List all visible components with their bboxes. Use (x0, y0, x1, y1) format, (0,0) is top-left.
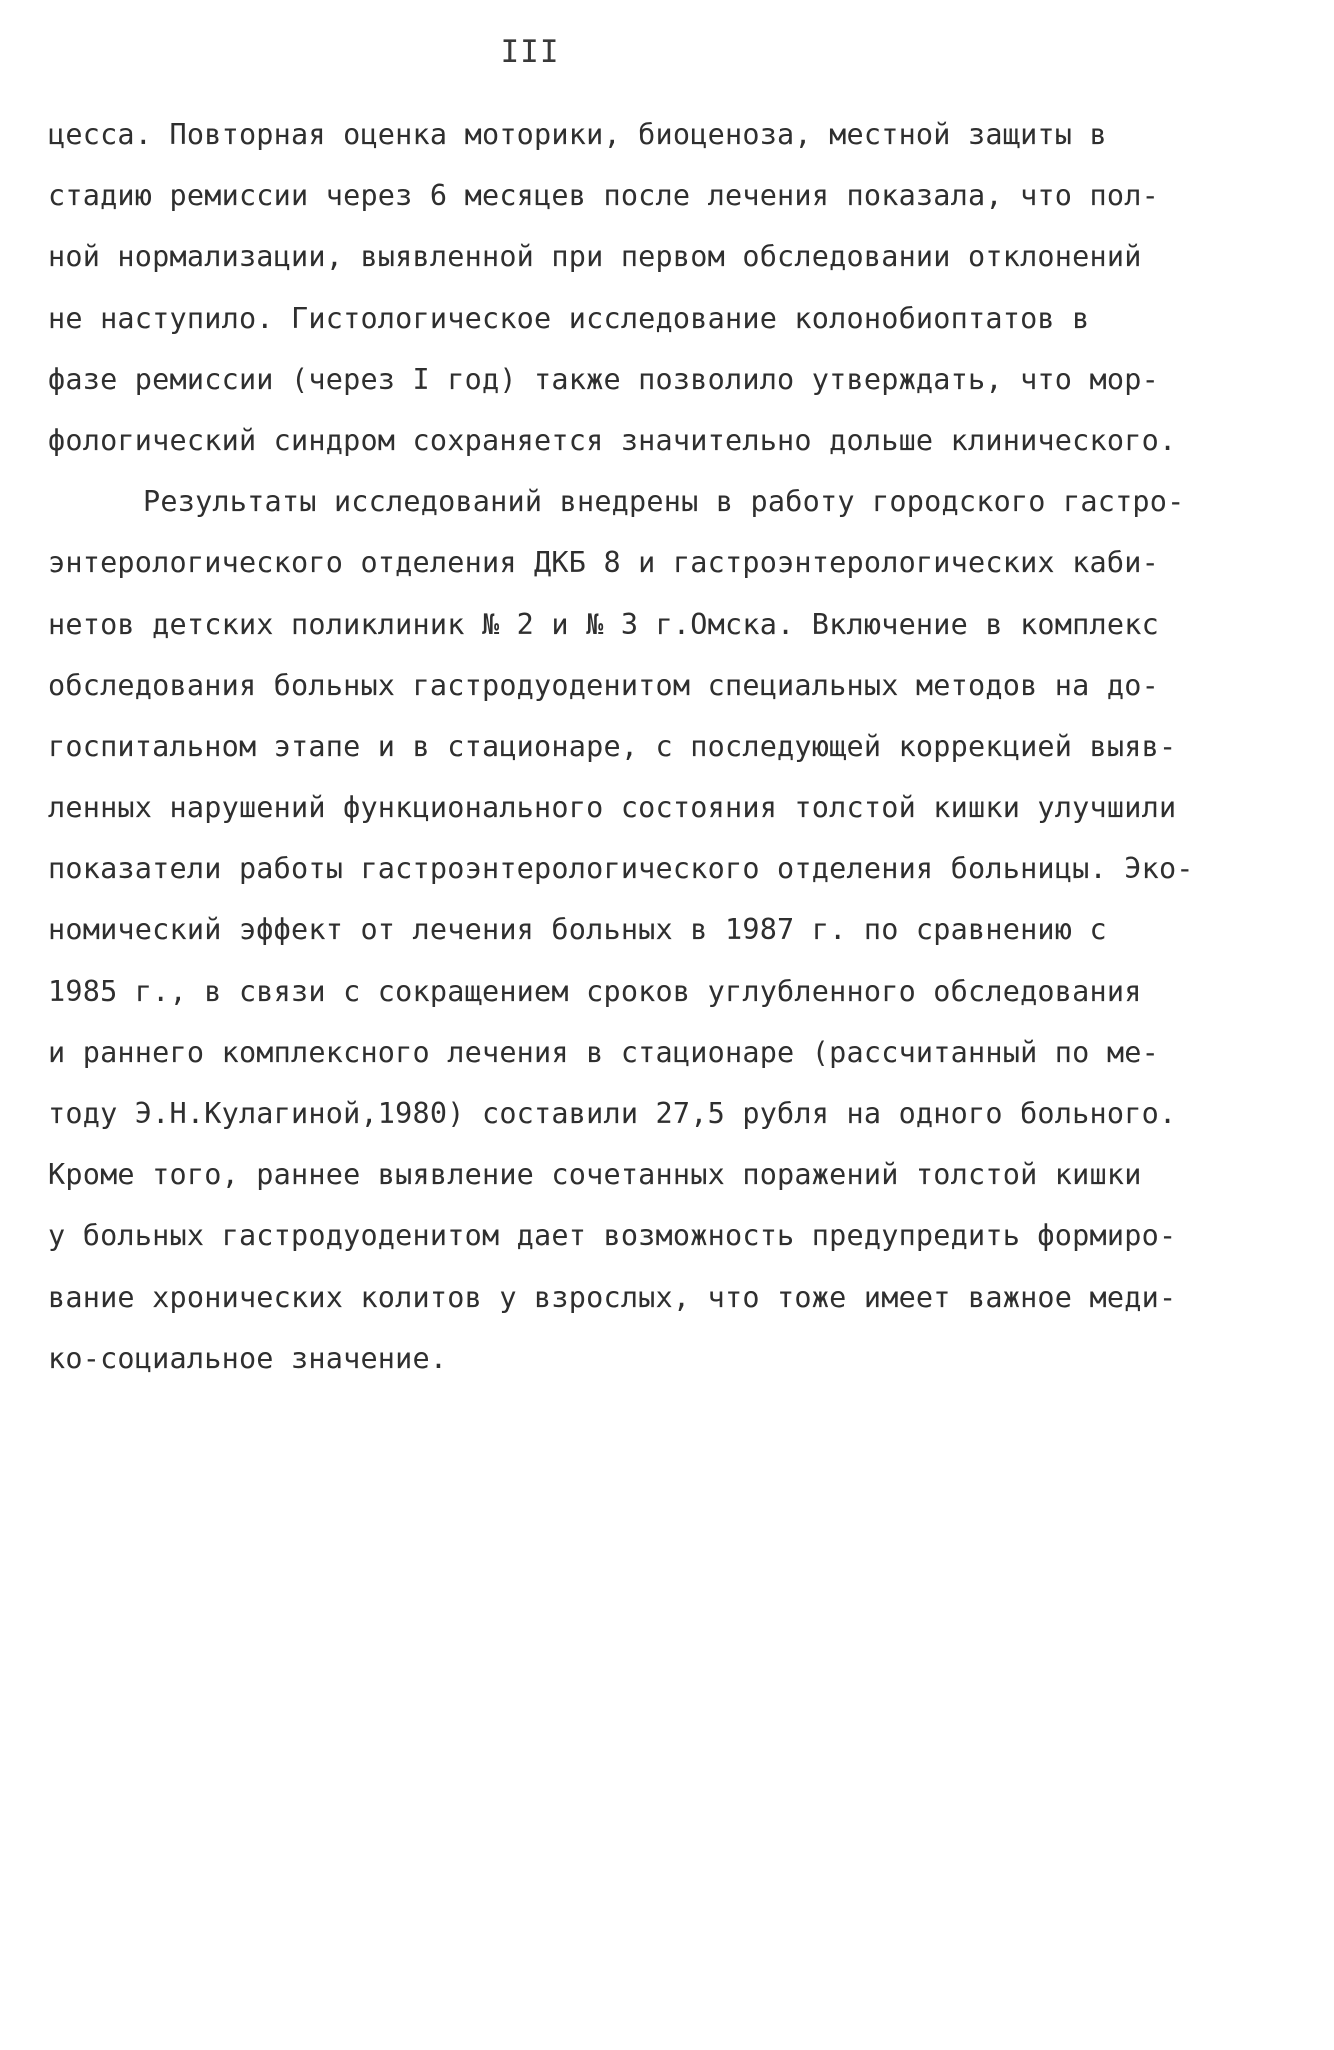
page-number: III (500, 34, 560, 70)
text-line: номический эффект от лечения больных в 1987 г. по сравнению с (48, 913, 1107, 947)
text-line: госпитальном этапе и в стационаре, с последующей коррекцией выяв- (48, 729, 1177, 763)
text-line: цесса. Повторная оценка моторики, биоценоза, местной защиты в (48, 118, 1107, 151)
text-line: 1985 г., в связи с сокращением сроков углубленного обследования (48, 974, 1142, 1008)
text-line: фазе ремиссии (через I год) также позволило утверждать, что мор- (48, 362, 1159, 396)
paragraph-start-line: Результаты исследований внедрены в работу городского гастро- (143, 485, 1185, 519)
text-line: ленных нарушений функционального состояния толстой кишки улучшили (48, 791, 1177, 825)
text-line: ко-социальное значение. (48, 1341, 448, 1375)
text-line: стадию ремиссии через 6 месяцев после лечения показала, что пол- (48, 179, 1159, 213)
text-line: Кроме того, раннее выявление сочетанных поражений толстой кишки (48, 1158, 1142, 1192)
text-line: энтерологического отделения ДКБ 8 и гастроэнтерологических каби- (48, 546, 1159, 580)
text-line: показатели работы гастроэнтерологического отделения больницы. Эко- (48, 852, 1194, 886)
text-line: обследования больных гастродуоденитом специальных методов на до- (48, 668, 1159, 702)
text-line: и раннего комплексного лечения в стационаре (рассчитанный по ме- (48, 1035, 1159, 1069)
body-text (48, 104, 1298, 1389)
text-line: вание хронических колитов у взрослых, что тоже имеет важное меди- (48, 1280, 1177, 1314)
text-line: тоду Э.Н.Кулагиной,1980) составили 27,5 рубля на одного больного. (48, 1097, 1177, 1130)
text-line: фологический синдром сохраняется значительно дольше клинического. (48, 423, 1177, 457)
text-line: не наступило. Гистологическое исследование колонобиоптатов в (48, 301, 1090, 335)
text-line: у больных гастродуоденитом дает возможность предупредить формиро- (48, 1219, 1177, 1253)
text-line: нетов детских поликлиник № 2 и № 3 г.Омска. Включение в комплекс (48, 607, 1159, 641)
text-line: ной нормализации, выявленной при первом обследовании отклонений (48, 240, 1142, 274)
